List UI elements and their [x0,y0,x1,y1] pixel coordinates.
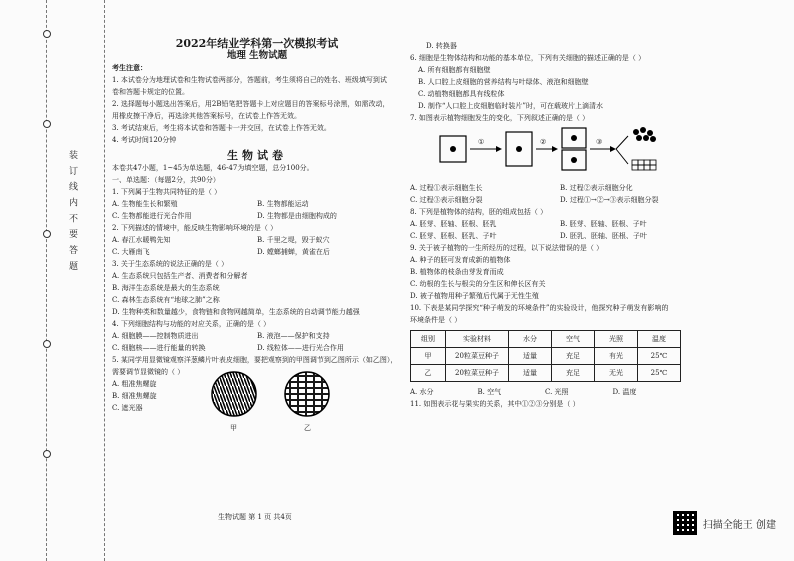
option: A. 春江水暖鸭先知 [112,236,171,244]
punch-hole [43,30,51,38]
page-footer: 生物试题 第 1 页 共4页 [218,513,292,521]
table-cell: 甲 [411,348,446,365]
punch-hole [43,340,51,348]
binding-text: 装 订 线 内 不 要 答 题 [67,150,77,273]
table-row [411,348,681,365]
table-cell: 乙 [411,365,446,382]
question-1: 1. 下列属于生物共同特征的是（ ） [112,188,222,196]
table-cell: 25℃ [638,348,681,365]
punch-hole [43,450,51,458]
option: D. 生物都是由细胞构成的 [257,212,337,220]
option: A. 生物能生长和繁殖 [112,200,178,208]
option: B. 液泡——保护和支持 [257,332,330,340]
exam-subtitle: 地理 生物试题 [226,50,288,61]
notice-head: 考生注意： [112,63,147,72]
option: B. 胚芽、胚轴、胚根、子叶 [560,220,647,228]
table-header-cell: 实验材料 [446,331,509,348]
left-column [112,37,402,432]
table-header-cell: 温度 [638,331,681,348]
option: A. 粗准焦螺旋 [112,380,157,388]
option: A. 胚芽、胚轴、胚根、胚乳 [410,220,497,228]
table-header-cell: 光照 [595,331,638,348]
option: A. 种子的胚可发育成新的植物体 [410,256,511,264]
question-8: 8. 下列是植物体的结构，胚的组成包括（ ） [410,208,548,216]
option: D. 过程①→②→③表示细胞分裂 [560,196,659,204]
table-cell: 25℃ [638,365,681,382]
question-7: 7. 如图表示植物细胞发生的变化，下列叙述正确的是（ ） [410,114,590,122]
option: C. 胚芽、胚根、胚乳、子叶 [410,232,497,240]
image-label-b: 乙 [304,424,311,432]
option: D. 螳螂捕蝉，黄雀在后 [257,248,330,256]
step-mark: ① [478,138,485,146]
question-11: 11. 如图表示花与果实的关系，其中①②③分别是（ ） [410,400,580,408]
notice-line: 1. 本试卷分为地理试卷和生物试卷两部分，答题前，考生须将自己的姓名、班级填写到试 [112,76,387,84]
table-header-cell: 水分 [509,331,552,348]
option: C. 幼根的生长与根尖的分生区和伸长区有关 [410,280,546,288]
option: C. 细胞核——进行能量的转换 [112,344,206,352]
question-6: 6. 细胞是生物体结构和功能的基本单位，下列有关细胞的描述正确的是（ ） [410,54,646,62]
microscope-images [202,370,342,422]
option: A. 过程①表示细胞生长 [410,184,483,192]
table-header-cell: 空气 [552,331,595,348]
question-5-cont: 需要调节显微镜的（ ） [112,368,185,376]
option: B. 海洋生态系统是最大的生态系统 [112,284,220,292]
specimen-b-view [285,372,329,416]
cell-division-diagram [410,124,680,182]
bio-info: 本卷共47小题，1~45为单选题，46-47为填空题，总分100分。 [112,164,314,172]
scanner-watermark [673,511,776,535]
question-3: 3. 关于生态系统的说法正确的是（ ） [112,260,229,268]
experiment-table [410,330,681,382]
section-heading: 一、单选题：（每题2分，共90分） [112,176,220,184]
option: A. 生态系统只包括生产者、消费者和分解者 [112,272,248,280]
binding-line [104,0,106,561]
table-cell: 20粒菜豆种子 [446,365,509,382]
option: A. 细胞膜——控制物质进出 [112,332,199,340]
table-cell: 充足 [552,365,595,382]
option: C. 遮光器 [112,404,143,412]
option: B. 生物都能运动 [257,200,309,208]
table-header-cell: 组别 [411,331,446,348]
punch-hole [43,230,51,238]
option: D. 温度 [612,388,637,396]
notice-line: 用橡皮擦干净后，再选涂其他答案标号，在试卷上作答无效。 [112,112,301,120]
option: B. 植物体的枝条由芽发育而成 [410,268,504,276]
cell-diagram [410,124,710,182]
table-cell: 适量 [509,365,552,382]
watermark-text: 扫描全能王 创建 [702,519,776,531]
bio-title: 生物试卷 [227,149,287,162]
option: D. 生物种类和数量越少，食物链和食物网越简单，生态系统的自动调节能力越强 [112,308,360,316]
option: D. 制作“人口腔上皮细胞临时装片”时，可在载玻片上滴清水 [418,102,603,110]
table-cell: 充足 [552,348,595,365]
notice-line: 卷和答题卡规定的位置。 [112,88,189,96]
notice-line: 4. 考试时间120分钟 [112,136,177,144]
option: D. 转换器 [426,42,457,50]
option: D. 线粒体——进行光合作用 [257,344,344,352]
option: A. 所有细胞都有细胞壁 [418,66,491,74]
table-cell: 20粒菜豆种子 [446,348,509,365]
table-header-row [411,331,681,348]
question-10: 10. 下表是某同学探究“种子萌发的环境条件”的实验设计，他探究种子萌发有影响的 [410,304,669,312]
table-row [411,365,681,382]
option: D. 胚乳、胚轴、胚根、子叶 [560,232,647,240]
question-5: 5. 某同学用显微镜观察洋葱鳞片叶表皮细胞，要把观察到的甲图调节到乙图所示（如乙图）， [112,356,398,364]
option: D. 被子植物用种子繁殖后代属于无性生殖 [410,292,539,300]
step-mark: ② [540,138,547,146]
option: C. 光照 [545,388,569,396]
step-mark: ③ [596,138,603,146]
notice-line: 2. 选择题每小题选出答案后，用2B铅笔把答题卡上对应题目的答案标号涂黑，如需改动， [112,100,390,108]
exam-title: 2022年结业学科第一次模拟考试 [175,37,339,50]
qr-code-icon [673,511,697,535]
option: A. 水分 [410,388,434,396]
option: C. 森林生态系统有“地球之肺”之称 [112,296,220,304]
question-10-cont: 环境条件是（ ） [410,316,462,324]
table-cell: 无光 [595,365,638,382]
punch-hole [43,120,51,128]
option: C. 过程③表示细胞分裂 [410,196,483,204]
notice-line: 3. 考试结束后，考生将本试卷和答题卡一并交回，在试卷上作答无效。 [112,124,331,132]
table-cell: 有光 [595,348,638,365]
question-9: 9. 关于被子植物的一生所经历的过程，以下说法错误的是（ ） [410,244,604,252]
option: C. 大雁南飞 [112,248,150,256]
option: B. 过程②表示细胞分化 [560,184,633,192]
binding-line [46,0,48,561]
binding-margin [0,0,120,561]
right-column [410,40,710,410]
question-4: 4. 下列细胞结构与功能的对应关系，正确的是（ ） [112,320,271,328]
image-label-a: 甲 [230,424,237,432]
specimen-a-view [212,372,256,416]
option: B. 人口腔上皮细胞的营养结构与叶绿体、液泡和细胞壁 [418,78,589,86]
question-2: 2. 下列描述的情境中，能反映生物影响环境的是（ ） [112,224,278,232]
option: B. 细准焦螺旋 [112,392,157,400]
option: C. 动植物细胞都具有线粒体 [418,90,505,98]
option: C. 生物都能进行光合作用 [112,212,192,220]
table-cell: 适量 [509,348,552,365]
option: B. 千里之堤，毁于蚁穴 [257,236,330,244]
option: B. 空气 [477,388,502,396]
